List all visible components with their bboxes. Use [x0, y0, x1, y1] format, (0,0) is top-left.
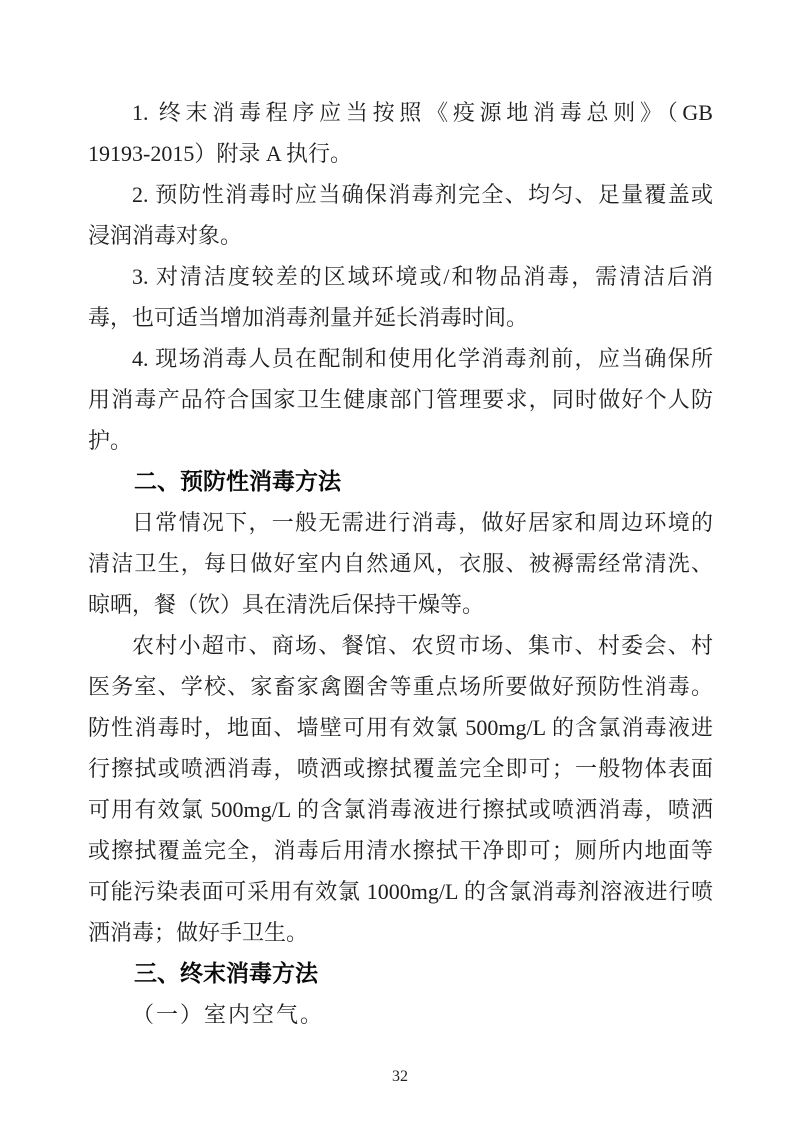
body-line: 医务室、学校、家畜家禽圈舍等重点场所要做好预防性消毒。 — [88, 674, 713, 699]
body-line: 清洁卫生，每日做好室内自然通风，衣服、被褥需经常清洗、 — [88, 551, 713, 576]
body-line: 日常情况下，一般无需进行消毒，做好居家和周边环境的 — [132, 510, 713, 535]
body-line: 1. 终末消毒程序应当按照《疫源地消毒总则》（GB — [132, 100, 713, 125]
body-line: 2. 预防性消毒时应当确保消毒剂完全、均匀、足量覆盖或 — [132, 182, 713, 207]
body-line: 行擦拭或喷洒消毒，喷洒或擦拭覆盖完全即可；一般物体表面 — [88, 756, 713, 781]
body-line: 洒消毒；做好手卫生。 — [88, 920, 309, 945]
body-line: 毒，也可适当增加消毒剂量并延长消毒时间。 — [88, 305, 529, 330]
body-line: 护。 — [88, 428, 133, 453]
body-line: 或擦拭覆盖完全，消毒后用清水擦拭干净即可；厕所内地面等 — [88, 838, 713, 863]
page-number: 32 — [392, 1068, 408, 1085]
document-content — [88, 92, 713, 1035]
body-line: 农村小超市、商场、餐馆、农贸市场、集市、村委会、村 — [132, 633, 713, 658]
body-line: 3. 对清洁度较差的区域环境或/和物品消毒，需清洁后消 — [132, 264, 713, 289]
body-line: 可用有效氯 500mg/L 的含氯消毒液进行擦拭或喷洒消毒，喷洒 — [88, 797, 713, 822]
body-line: 4. 现场消毒人员在配制和使用化学消毒剂前，应当确保所 — [132, 346, 713, 371]
section-heading-3: 三、终末消毒方法 — [134, 960, 318, 986]
body-line: 可能污染表面可采用有效氯 1000mg/L 的含氯消毒剂溶液进行喷 — [88, 879, 713, 904]
body-line: 防性消毒时，地面、墙壁可用有效氯 500mg/L 的含氯消毒液进 — [88, 715, 713, 740]
subsection-heading: （一）室内空气。 — [132, 1002, 325, 1027]
section-heading-2: 二、预防性消毒方法 — [134, 468, 341, 494]
body-line: 晾晒，餐（饮）具在清洗后保持干燥等。 — [88, 592, 485, 617]
body-line: 19193-2015）附录 A 执行。 — [88, 141, 353, 166]
body-line: 浸润消毒对象。 — [88, 223, 243, 248]
body-line: 用消毒产品符合国家卫生健康部门管理要求，同时做好个人防 — [88, 387, 713, 412]
